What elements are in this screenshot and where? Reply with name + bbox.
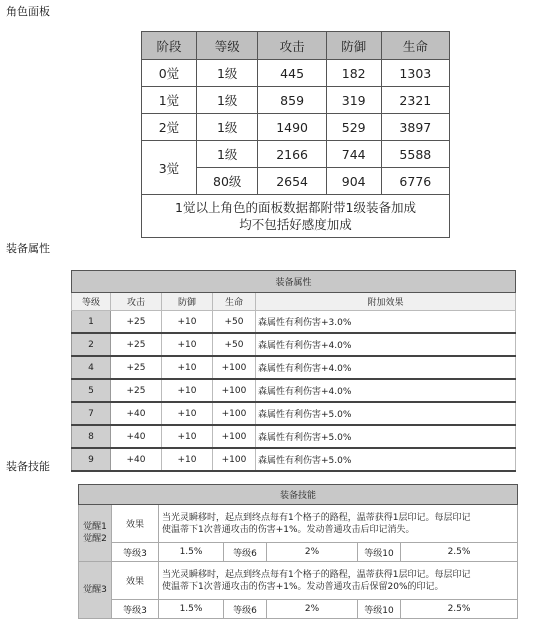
atk-cell: +25 bbox=[111, 333, 162, 356]
section-title-equip-skill: 装备技能 bbox=[6, 460, 50, 473]
hp-cell: +50 bbox=[213, 311, 256, 334]
desc-line: 使温蒂下1次普通攻击的伤害+1%。发动普通攻击后保留20%的印记。 bbox=[162, 581, 444, 592]
skill-level-row bbox=[79, 543, 518, 562]
column-header: 生命 bbox=[213, 293, 256, 311]
level-label: 等级3 bbox=[112, 600, 159, 619]
def-cell: +10 bbox=[162, 311, 213, 334]
desc-line: 当光灵瞬移时，起点到终点每有1个格子的路程，温蒂获得1层印记。每层印记 bbox=[162, 512, 471, 523]
hp-cell: 1303 bbox=[381, 60, 449, 87]
level-label: 等级6 bbox=[224, 543, 267, 562]
effect-cell: 森属性有利伤害+4.0% bbox=[256, 356, 516, 379]
stage-cell: 1觉 bbox=[142, 87, 197, 114]
atk-cell: +25 bbox=[111, 311, 162, 334]
level-cell: 1 bbox=[72, 311, 111, 334]
table-title-row bbox=[72, 271, 516, 293]
table-row bbox=[142, 114, 450, 141]
def-cell: 319 bbox=[326, 87, 381, 114]
hp-cell: +50 bbox=[213, 333, 256, 356]
skill-description bbox=[159, 562, 518, 600]
effect-label: 效果 bbox=[112, 505, 159, 543]
effect-cell: 森属性有利伤害+5.0% bbox=[256, 402, 516, 425]
hp-cell: 6776 bbox=[381, 168, 449, 195]
atk-cell: +40 bbox=[111, 402, 162, 425]
hp-cell: +100 bbox=[213, 402, 256, 425]
hp-cell: 2321 bbox=[381, 87, 449, 114]
def-cell: +10 bbox=[162, 425, 213, 448]
skill-level-row bbox=[79, 600, 518, 619]
level-value: 1.5% bbox=[159, 543, 224, 562]
table-row bbox=[72, 448, 516, 471]
hp-cell: 5588 bbox=[381, 141, 449, 168]
level-cell: 4 bbox=[72, 356, 111, 379]
effect-cell: 森属性有利伤害+4.0% bbox=[256, 379, 516, 402]
note-line: 1觉以上角色的面板数据都附带1级装备加成 bbox=[175, 200, 416, 215]
table-header-row bbox=[142, 32, 450, 60]
table-title: 装备技能 bbox=[79, 485, 518, 505]
skill-effect-row bbox=[79, 505, 518, 543]
table-row bbox=[72, 425, 516, 448]
note-line: 均不包括好感度加成 bbox=[239, 217, 352, 232]
table-title: 装备属性 bbox=[72, 271, 516, 293]
def-cell: +10 bbox=[162, 402, 213, 425]
level-cell: 5 bbox=[72, 379, 111, 402]
equip-skill-table bbox=[78, 484, 518, 619]
atk-cell: 859 bbox=[258, 87, 326, 114]
level-label: 等级10 bbox=[358, 600, 401, 619]
level-cell: 9 bbox=[72, 448, 111, 471]
equip-attr-table bbox=[71, 270, 516, 472]
level-label: 等级3 bbox=[112, 543, 159, 562]
stage-cell: 3觉 bbox=[142, 141, 197, 195]
awaken-stage-cell bbox=[79, 562, 112, 619]
panel-note bbox=[142, 195, 450, 238]
column-header: 防御 bbox=[326, 32, 381, 60]
effect-cell: 森属性有利伤害+5.0% bbox=[256, 448, 516, 471]
def-cell: +10 bbox=[162, 448, 213, 471]
level-label: 等级6 bbox=[224, 600, 267, 619]
atk-cell: +40 bbox=[111, 448, 162, 471]
column-header: 等级 bbox=[72, 293, 111, 311]
stage-line: 觉醒1 bbox=[83, 522, 107, 532]
level-cell: 1级 bbox=[196, 141, 258, 168]
column-header: 生命 bbox=[381, 32, 449, 60]
level-value: 2.5% bbox=[401, 543, 518, 562]
level-value: 1.5% bbox=[159, 600, 224, 619]
column-header: 等级 bbox=[196, 32, 258, 60]
level-cell: 8 bbox=[72, 425, 111, 448]
table-row bbox=[72, 356, 516, 379]
table-row bbox=[72, 402, 516, 425]
desc-line: 当光灵瞬移时，起点到终点每有1个格子的路程，温蒂获得1层印记。每层印记 bbox=[162, 569, 471, 580]
table-title-row bbox=[79, 485, 518, 505]
stage-cell: 2觉 bbox=[142, 114, 197, 141]
hp-cell: +100 bbox=[213, 448, 256, 471]
skill-effect-row bbox=[79, 562, 518, 600]
def-cell: +10 bbox=[162, 356, 213, 379]
skill-description bbox=[159, 505, 518, 543]
level-cell: 1级 bbox=[196, 60, 258, 87]
level-cell: 7 bbox=[72, 402, 111, 425]
table-row bbox=[72, 311, 516, 334]
table-row bbox=[72, 333, 516, 356]
effect-label: 效果 bbox=[112, 562, 159, 600]
level-value: 2.5% bbox=[401, 600, 518, 619]
awaken-stage-cell bbox=[79, 505, 112, 562]
level-cell: 80级 bbox=[196, 168, 258, 195]
level-cell: 1级 bbox=[196, 114, 258, 141]
level-value: 2% bbox=[267, 543, 358, 562]
column-header: 攻击 bbox=[258, 32, 326, 60]
def-cell: 904 bbox=[326, 168, 381, 195]
column-header: 防御 bbox=[162, 293, 213, 311]
column-header: 攻击 bbox=[111, 293, 162, 311]
table-row bbox=[72, 379, 516, 402]
effect-cell: 森属性有利伤害+3.0% bbox=[256, 311, 516, 334]
atk-cell: 445 bbox=[258, 60, 326, 87]
column-header: 附加效果 bbox=[256, 293, 516, 311]
atk-cell: 2654 bbox=[258, 168, 326, 195]
atk-cell: 2166 bbox=[258, 141, 326, 168]
desc-line: 使温蒂下1次普通攻击的伤害+1%。发动普通攻击后印记消失。 bbox=[162, 524, 415, 535]
level-cell: 2 bbox=[72, 333, 111, 356]
def-cell: 182 bbox=[326, 60, 381, 87]
level-label: 等级10 bbox=[358, 543, 401, 562]
section-title-equip-attr: 装备属性 bbox=[6, 242, 50, 255]
stage-line: 觉醒2 bbox=[83, 534, 107, 544]
table-row bbox=[142, 60, 450, 87]
hp-cell: +100 bbox=[213, 425, 256, 448]
section-title-panel: 角色面板 bbox=[6, 5, 50, 18]
table-row bbox=[142, 87, 450, 114]
def-cell: +10 bbox=[162, 379, 213, 402]
hp-cell: +100 bbox=[213, 379, 256, 402]
note-row bbox=[142, 195, 450, 238]
def-cell: 744 bbox=[326, 141, 381, 168]
atk-cell: +25 bbox=[111, 356, 162, 379]
atk-cell: +40 bbox=[111, 425, 162, 448]
character-panel-table bbox=[141, 31, 450, 238]
level-cell: 1级 bbox=[196, 87, 258, 114]
hp-cell: 3897 bbox=[381, 114, 449, 141]
stage-line: 觉醒3 bbox=[83, 585, 107, 595]
column-header: 阶段 bbox=[142, 32, 197, 60]
level-value: 2% bbox=[267, 600, 358, 619]
stage-cell: 0觉 bbox=[142, 60, 197, 87]
def-cell: +10 bbox=[162, 333, 213, 356]
effect-cell: 森属性有利伤害+5.0% bbox=[256, 425, 516, 448]
table-row bbox=[142, 141, 450, 168]
def-cell: 529 bbox=[326, 114, 381, 141]
atk-cell: 1490 bbox=[258, 114, 326, 141]
hp-cell: +100 bbox=[213, 356, 256, 379]
table-header-row bbox=[72, 293, 516, 311]
atk-cell: +25 bbox=[111, 379, 162, 402]
effect-cell: 森属性有利伤害+4.0% bbox=[256, 333, 516, 356]
